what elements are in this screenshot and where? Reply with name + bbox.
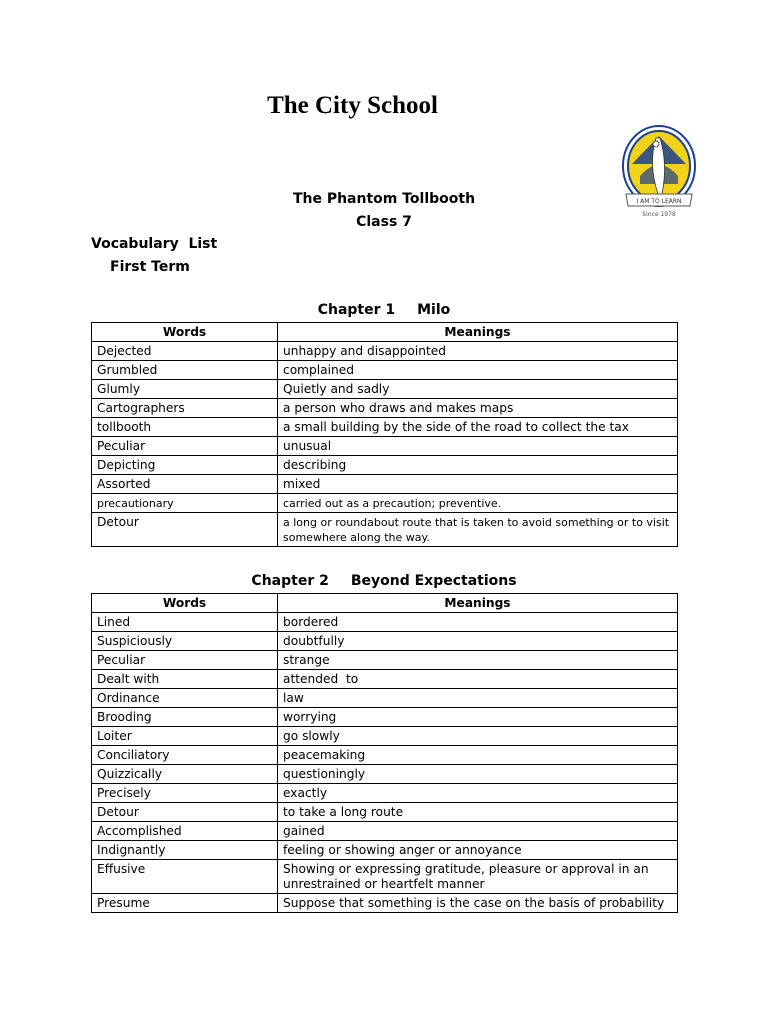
word-cell: Assorted xyxy=(92,475,278,494)
word-cell: Depicting xyxy=(92,456,278,475)
table-header-row xyxy=(92,323,678,342)
table-row xyxy=(92,708,678,727)
meaning-cell: unhappy and disappointed xyxy=(278,342,678,361)
table-row xyxy=(92,513,678,547)
table-row xyxy=(92,437,678,456)
meaning-cell: bordered xyxy=(278,613,678,632)
term-label: First Term xyxy=(110,259,190,275)
chapter-1-heading xyxy=(0,302,768,318)
column-header-meanings: Meanings xyxy=(278,323,678,342)
table-row xyxy=(92,399,678,418)
meaning-cell: a long or roundabout route that is taken to avoid something or to visit somewhere along the way. xyxy=(278,513,678,547)
table-row xyxy=(92,418,678,437)
chapter-1-vocab-table xyxy=(91,322,678,547)
logo-since: Since 1978 xyxy=(642,211,676,218)
word-cell: Brooding xyxy=(92,708,278,727)
school-name: The City School xyxy=(267,92,438,119)
meaning-cell: to take a long route xyxy=(278,803,678,822)
word-cell: tollbooth xyxy=(92,418,278,437)
word-cell: precautionary xyxy=(92,494,278,513)
word-cell: Dealt with xyxy=(92,670,278,689)
word-cell: Glumly xyxy=(92,380,278,399)
meaning-cell: carried out as a precaution; preventive. xyxy=(278,494,678,513)
meaning-cell: mixed xyxy=(278,475,678,494)
book-title: The Phantom Tollbooth xyxy=(292,191,476,207)
table-row xyxy=(92,894,678,913)
table-row xyxy=(92,765,678,784)
meaning-cell: a person who draws and makes maps xyxy=(278,399,678,418)
table-row xyxy=(92,727,678,746)
meaning-cell: worrying xyxy=(278,708,678,727)
table-row xyxy=(92,361,678,380)
meaning-cell: a small building by the side of the road to collect the tax xyxy=(278,418,678,437)
meaning-cell: describing xyxy=(278,456,678,475)
class-label: Class 7 xyxy=(356,214,412,230)
table-row xyxy=(92,494,678,513)
column-header-words: Words xyxy=(92,594,278,613)
word-cell: Effusive xyxy=(92,860,278,894)
meaning-cell: feeling or showing anger or annoyance xyxy=(278,841,678,860)
word-cell: Presume xyxy=(92,894,278,913)
meaning-cell: go slowly xyxy=(278,727,678,746)
meaning-cell: gained xyxy=(278,822,678,841)
word-cell: Indignantly xyxy=(92,841,278,860)
column-header-meanings: Meanings xyxy=(278,594,678,613)
chapter-number: Chapter 2 xyxy=(251,573,329,589)
logo-motto: I AM TO LEARN xyxy=(636,198,682,205)
meaning-cell: doubtfully xyxy=(278,632,678,651)
chapter-title: Milo xyxy=(417,302,451,318)
word-cell: Precisely xyxy=(92,784,278,803)
table-row xyxy=(92,746,678,765)
meaning-cell: unusual xyxy=(278,437,678,456)
meaning-cell: peacemaking xyxy=(278,746,678,765)
meaning-cell: questioningly xyxy=(278,765,678,784)
meaning-cell: Showing or expressing gratitude, pleasure or approval in an unrestrained or heartfelt manner xyxy=(278,860,678,894)
meaning-cell: complained xyxy=(278,361,678,380)
table-row xyxy=(92,632,678,651)
word-cell: Peculiar xyxy=(92,437,278,456)
meaning-cell: Quietly and sadly xyxy=(278,380,678,399)
table-row xyxy=(92,475,678,494)
meaning-cell: law xyxy=(278,689,678,708)
table-row xyxy=(92,784,678,803)
word-cell: Accomplished xyxy=(92,822,278,841)
table-row xyxy=(92,613,678,632)
table-row xyxy=(92,670,678,689)
chapter-number: Chapter 1 xyxy=(317,302,396,318)
table-row xyxy=(92,342,678,361)
table-row xyxy=(92,651,678,670)
word-cell: Quizzically xyxy=(92,765,278,784)
chapter-2-heading xyxy=(0,573,768,589)
word-cell: Dejected xyxy=(92,342,278,361)
chapter-title: Beyond Expectations xyxy=(350,573,517,589)
word-cell: Lined xyxy=(92,613,278,632)
table-row xyxy=(92,822,678,841)
table-row xyxy=(92,380,678,399)
word-cell: Peculiar xyxy=(92,651,278,670)
meaning-cell: attended to xyxy=(278,670,678,689)
word-cell: Suspiciously xyxy=(92,632,278,651)
table-row xyxy=(92,841,678,860)
meaning-cell: exactly xyxy=(278,784,678,803)
table-row xyxy=(92,803,678,822)
word-cell: Ordinance xyxy=(92,689,278,708)
word-cell: Loiter xyxy=(92,727,278,746)
vocabulary-list-label: Vocabulary List xyxy=(91,236,218,252)
word-cell: Cartographers xyxy=(92,399,278,418)
table-row xyxy=(92,860,678,894)
column-header-words: Words xyxy=(92,323,278,342)
word-cell: Detour xyxy=(92,803,278,822)
word-cell: Conciliatory xyxy=(92,746,278,765)
word-cell: Grumbled xyxy=(92,361,278,380)
table-row xyxy=(92,456,678,475)
meaning-cell: strange xyxy=(278,651,678,670)
word-cell: Detour xyxy=(92,513,278,547)
table-header-row xyxy=(92,594,678,613)
table-row xyxy=(92,689,678,708)
meaning-cell: Suppose that something is the case on the basis of probability xyxy=(278,894,678,913)
chapter-2-vocab-table xyxy=(91,593,678,913)
